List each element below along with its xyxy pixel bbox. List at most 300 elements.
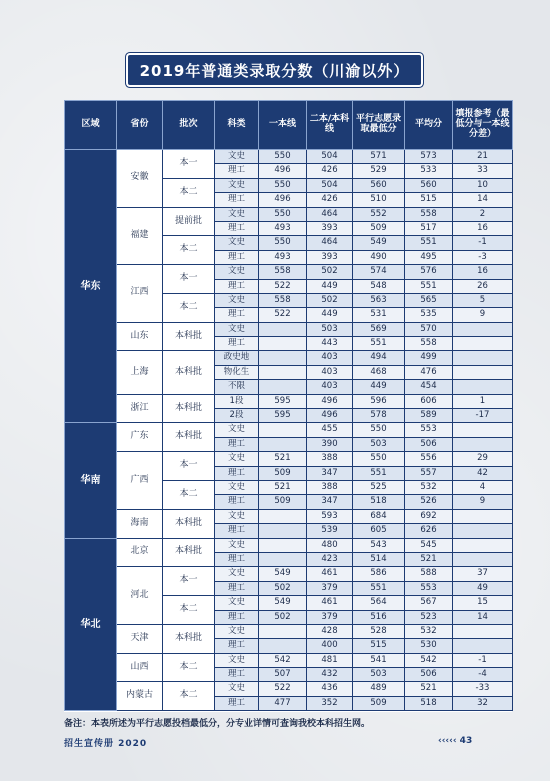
tier2-line-cell: 504 bbox=[307, 150, 353, 164]
subject-cell: 文史 bbox=[215, 480, 259, 494]
min-score-cell: 551 bbox=[353, 466, 405, 480]
header-batch: 批次 bbox=[163, 101, 215, 150]
average-cell: 565 bbox=[405, 293, 453, 307]
batch-cell: 提前批 bbox=[163, 207, 215, 236]
batch-cell: 本科批 bbox=[163, 351, 215, 394]
batch-cell: 本一 bbox=[163, 567, 215, 596]
min-score-cell: 571 bbox=[353, 150, 405, 164]
subject-cell: 文史 bbox=[215, 682, 259, 696]
min-score-cell: 509 bbox=[353, 221, 405, 235]
tier2-line-cell: 539 bbox=[307, 524, 353, 538]
average-cell: 557 bbox=[405, 466, 453, 480]
tier2-line-cell: 400 bbox=[307, 639, 353, 653]
batch-cell: 本一 bbox=[163, 265, 215, 294]
tier1-line-cell: 496 bbox=[259, 193, 307, 207]
tier1-line-cell: 558 bbox=[259, 265, 307, 279]
reference-cell bbox=[453, 524, 513, 538]
province-cell: 北京 bbox=[117, 538, 163, 567]
reference-cell bbox=[453, 552, 513, 566]
subject-cell: 理工 bbox=[215, 221, 259, 235]
tier1-line-cell: 502 bbox=[259, 581, 307, 595]
min-score-cell: 468 bbox=[353, 365, 405, 379]
subject-cell: 文史 bbox=[215, 236, 259, 250]
tier2-line-cell: 347 bbox=[307, 495, 353, 509]
province-cell: 河北 bbox=[117, 567, 163, 625]
average-cell: 692 bbox=[405, 509, 453, 523]
subject-cell: 理工 bbox=[215, 524, 259, 538]
tier1-line-cell: 509 bbox=[259, 466, 307, 480]
tier1-line-cell bbox=[259, 322, 307, 336]
tier2-line-cell: 388 bbox=[307, 480, 353, 494]
min-score-cell: 509 bbox=[353, 696, 405, 710]
min-score-cell: 596 bbox=[353, 394, 405, 408]
batch-cell: 本二 bbox=[163, 596, 215, 625]
average-cell: 454 bbox=[405, 380, 453, 394]
reference-cell bbox=[453, 639, 513, 653]
subject-cell: 理工 bbox=[215, 193, 259, 207]
reference-cell: -4 bbox=[453, 668, 513, 682]
tier2-line-cell: 379 bbox=[307, 610, 353, 624]
batch-cell: 本二 bbox=[163, 293, 215, 322]
tier1-line-cell: 493 bbox=[259, 250, 307, 264]
tier1-line-cell: 550 bbox=[259, 236, 307, 250]
average-cell: 517 bbox=[405, 221, 453, 235]
table-row bbox=[65, 322, 513, 336]
subject-cell: 文史 bbox=[215, 624, 259, 638]
subject-cell: 文史 bbox=[215, 567, 259, 581]
reference-cell: 21 bbox=[453, 150, 513, 164]
average-cell: 533 bbox=[405, 164, 453, 178]
reference-cell bbox=[453, 351, 513, 365]
average-cell: 558 bbox=[405, 337, 453, 351]
average-cell: 532 bbox=[405, 624, 453, 638]
average-cell: 576 bbox=[405, 265, 453, 279]
reference-cell bbox=[453, 509, 513, 523]
province-cell: 山东 bbox=[117, 322, 163, 351]
table-row bbox=[65, 653, 513, 667]
batch-cell: 本一 bbox=[163, 452, 215, 481]
subject-cell: 文史 bbox=[215, 423, 259, 437]
province-cell: 山西 bbox=[117, 653, 163, 682]
reference-cell bbox=[453, 337, 513, 351]
tier1-line-cell: 521 bbox=[259, 452, 307, 466]
reference-cell: -1 bbox=[453, 236, 513, 250]
average-cell: 499 bbox=[405, 351, 453, 365]
average-cell: 556 bbox=[405, 452, 453, 466]
average-cell: 553 bbox=[405, 423, 453, 437]
tier1-line-cell bbox=[259, 639, 307, 653]
subject-cell: 文史 bbox=[215, 538, 259, 552]
tier2-line-cell: 455 bbox=[307, 423, 353, 437]
subject-cell: 理工 bbox=[215, 581, 259, 595]
min-score-cell: 551 bbox=[353, 581, 405, 595]
table-row bbox=[65, 351, 513, 365]
region-cell: 华南 bbox=[65, 423, 117, 538]
average-cell: 551 bbox=[405, 279, 453, 293]
min-score-cell: 531 bbox=[353, 308, 405, 322]
average-cell: 523 bbox=[405, 610, 453, 624]
tier1-line-cell: 502 bbox=[259, 610, 307, 624]
tier2-line-cell: 428 bbox=[307, 624, 353, 638]
tier2-line-cell: 503 bbox=[307, 322, 353, 336]
tier1-line-cell: 549 bbox=[259, 567, 307, 581]
region-cell: 华东 bbox=[65, 150, 117, 423]
tier1-line-cell: 550 bbox=[259, 150, 307, 164]
batch-cell: 本科批 bbox=[163, 423, 215, 452]
subject-cell: 文史 bbox=[215, 293, 259, 307]
header-average: 平均分 bbox=[405, 101, 453, 150]
tier2-line-cell: 480 bbox=[307, 538, 353, 552]
average-cell: 515 bbox=[405, 193, 453, 207]
min-score-cell: 569 bbox=[353, 322, 405, 336]
table-row bbox=[65, 624, 513, 638]
province-cell: 上海 bbox=[117, 351, 163, 394]
average-cell: 526 bbox=[405, 495, 453, 509]
reference-cell bbox=[453, 624, 513, 638]
page-title: 2019年普通类录取分数（川渝以外） bbox=[128, 55, 421, 85]
batch-cell: 本二 bbox=[163, 653, 215, 682]
brochure-label: 招生宣传册 2020 bbox=[64, 739, 148, 749]
province-cell: 江西 bbox=[117, 265, 163, 323]
tier1-line-cell: 522 bbox=[259, 279, 307, 293]
min-score-cell: 449 bbox=[353, 380, 405, 394]
average-cell: 553 bbox=[405, 581, 453, 595]
province-cell: 天津 bbox=[117, 624, 163, 653]
min-score-cell: 510 bbox=[353, 193, 405, 207]
table-row bbox=[65, 567, 513, 581]
tier2-line-cell: 423 bbox=[307, 552, 353, 566]
reference-cell: 14 bbox=[453, 610, 513, 624]
subject-cell: 文史 bbox=[215, 452, 259, 466]
header-reference: 填报参考（最低分与一本线分差） bbox=[453, 101, 513, 150]
subject-cell: 文史 bbox=[215, 207, 259, 221]
tier1-line-cell: 509 bbox=[259, 495, 307, 509]
subject-cell: 文史 bbox=[215, 150, 259, 164]
min-score-cell: 503 bbox=[353, 437, 405, 451]
average-cell: 606 bbox=[405, 394, 453, 408]
tier2-line-cell: 403 bbox=[307, 380, 353, 394]
min-score-cell: 543 bbox=[353, 538, 405, 552]
footnote: 备注：本表所述为平行志愿投档最低分，分专业详情可查询我校本科招生网。 bbox=[64, 719, 371, 729]
province-cell: 浙江 bbox=[117, 394, 163, 423]
header-province: 省份 bbox=[117, 101, 163, 150]
subject-cell: 理工 bbox=[215, 466, 259, 480]
tier1-line-cell: 595 bbox=[259, 409, 307, 423]
tier1-line-cell: 595 bbox=[259, 394, 307, 408]
reference-cell: 33 bbox=[453, 164, 513, 178]
min-score-cell: 548 bbox=[353, 279, 405, 293]
table-row bbox=[65, 207, 513, 221]
reference-cell: 16 bbox=[453, 221, 513, 235]
table-row bbox=[65, 265, 513, 279]
min-score-cell: 550 bbox=[353, 452, 405, 466]
subject-cell: 文史 bbox=[215, 322, 259, 336]
reference-cell: -1 bbox=[453, 653, 513, 667]
table-row bbox=[65, 150, 513, 164]
reference-cell: 9 bbox=[453, 495, 513, 509]
reference-cell: 2 bbox=[453, 207, 513, 221]
reference-cell: 5 bbox=[453, 293, 513, 307]
tier1-line-cell bbox=[259, 552, 307, 566]
header-min-score: 平行志愿录取最低分 bbox=[353, 101, 405, 150]
average-cell: 545 bbox=[405, 538, 453, 552]
min-score-cell: 560 bbox=[353, 178, 405, 192]
average-cell: 542 bbox=[405, 653, 453, 667]
tier1-line-cell: 549 bbox=[259, 596, 307, 610]
min-score-cell: 516 bbox=[353, 610, 405, 624]
tier2-line-cell: 443 bbox=[307, 337, 353, 351]
average-cell: 521 bbox=[405, 682, 453, 696]
tier2-line-cell: 426 bbox=[307, 193, 353, 207]
subject-cell: 理工 bbox=[215, 279, 259, 293]
tier2-line-cell: 347 bbox=[307, 466, 353, 480]
average-cell: 530 bbox=[405, 639, 453, 653]
subject-cell: 政史地 bbox=[215, 351, 259, 365]
tier2-line-cell: 461 bbox=[307, 596, 353, 610]
tier2-line-cell: 461 bbox=[307, 567, 353, 581]
batch-cell: 本科批 bbox=[163, 394, 215, 423]
tier1-line-cell: 477 bbox=[259, 696, 307, 710]
batch-cell: 本科批 bbox=[163, 538, 215, 567]
tier2-line-cell: 403 bbox=[307, 365, 353, 379]
tier1-line-cell bbox=[259, 538, 307, 552]
average-cell: 518 bbox=[405, 696, 453, 710]
tier2-line-cell: 390 bbox=[307, 437, 353, 451]
subject-cell: 理工 bbox=[215, 250, 259, 264]
subject-cell: 理工 bbox=[215, 610, 259, 624]
tier2-line-cell: 403 bbox=[307, 351, 353, 365]
subject-cell: 物化生 bbox=[215, 365, 259, 379]
table-body bbox=[65, 150, 513, 711]
tier2-line-cell: 436 bbox=[307, 682, 353, 696]
average-cell: 573 bbox=[405, 150, 453, 164]
reference-cell: 37 bbox=[453, 567, 513, 581]
subject-cell: 理工 bbox=[215, 437, 259, 451]
page-number: ‹‹‹‹‹ 43 bbox=[438, 736, 473, 746]
subject-cell: 理工 bbox=[215, 639, 259, 653]
tier2-line-cell: 432 bbox=[307, 668, 353, 682]
min-score-cell: 490 bbox=[353, 250, 405, 264]
region-cell: 华北 bbox=[65, 538, 117, 711]
average-cell: 506 bbox=[405, 668, 453, 682]
reference-cell: 1 bbox=[453, 394, 513, 408]
reference-cell: 15 bbox=[453, 596, 513, 610]
min-score-cell: 525 bbox=[353, 480, 405, 494]
reference-cell: 42 bbox=[453, 466, 513, 480]
province-cell: 广西 bbox=[117, 452, 163, 510]
reference-cell: 29 bbox=[453, 452, 513, 466]
subject-cell: 文史 bbox=[215, 509, 259, 523]
batch-cell: 本二 bbox=[163, 178, 215, 207]
subject-cell: 文史 bbox=[215, 178, 259, 192]
min-score-cell: 541 bbox=[353, 653, 405, 667]
average-cell: 551 bbox=[405, 236, 453, 250]
average-cell: 560 bbox=[405, 178, 453, 192]
reference-cell bbox=[453, 437, 513, 451]
reference-cell: 10 bbox=[453, 178, 513, 192]
min-score-cell: 489 bbox=[353, 682, 405, 696]
reference-cell bbox=[453, 380, 513, 394]
average-cell: 532 bbox=[405, 480, 453, 494]
header-tier2-line: 二本/本科线 bbox=[307, 101, 353, 150]
reference-cell bbox=[453, 423, 513, 437]
min-score-cell: 528 bbox=[353, 624, 405, 638]
subject-cell: 理工 bbox=[215, 552, 259, 566]
tier1-line-cell: 542 bbox=[259, 653, 307, 667]
tier2-line-cell: 388 bbox=[307, 452, 353, 466]
tier1-line-cell bbox=[259, 337, 307, 351]
min-score-cell: 494 bbox=[353, 351, 405, 365]
table-row bbox=[65, 509, 513, 523]
reference-cell: -3 bbox=[453, 250, 513, 264]
tier1-line-cell bbox=[259, 624, 307, 638]
tier1-line-cell: 522 bbox=[259, 308, 307, 322]
subject-cell: 2段 bbox=[215, 409, 259, 423]
subject-cell: 理工 bbox=[215, 668, 259, 682]
tier2-line-cell: 379 bbox=[307, 581, 353, 595]
average-cell: 521 bbox=[405, 552, 453, 566]
province-cell: 内蒙古 bbox=[117, 682, 163, 711]
province-cell: 海南 bbox=[117, 509, 163, 538]
min-score-cell: 549 bbox=[353, 236, 405, 250]
batch-cell: 本科批 bbox=[163, 509, 215, 538]
header-tier1-line: 一本线 bbox=[259, 101, 307, 150]
min-score-cell: 518 bbox=[353, 495, 405, 509]
batch-cell: 本一 bbox=[163, 150, 215, 179]
tier1-line-cell bbox=[259, 365, 307, 379]
tier2-line-cell: 504 bbox=[307, 178, 353, 192]
table-row bbox=[65, 538, 513, 552]
reference-cell bbox=[453, 538, 513, 552]
table-row bbox=[65, 682, 513, 696]
min-score-cell: 503 bbox=[353, 668, 405, 682]
reference-cell: 49 bbox=[453, 581, 513, 595]
tier2-line-cell: 352 bbox=[307, 696, 353, 710]
subject-cell: 文史 bbox=[215, 653, 259, 667]
subject-cell: 理工 bbox=[215, 337, 259, 351]
tier1-line-cell: 550 bbox=[259, 178, 307, 192]
min-score-cell: 578 bbox=[353, 409, 405, 423]
reference-cell: 14 bbox=[453, 193, 513, 207]
min-score-cell: 563 bbox=[353, 293, 405, 307]
reference-cell: -17 bbox=[453, 409, 513, 423]
tier1-line-cell bbox=[259, 437, 307, 451]
min-score-cell: 605 bbox=[353, 524, 405, 538]
average-cell: 570 bbox=[405, 322, 453, 336]
average-cell: 567 bbox=[405, 596, 453, 610]
reference-cell: 16 bbox=[453, 265, 513, 279]
tier1-line-cell: 521 bbox=[259, 480, 307, 494]
table-row bbox=[65, 452, 513, 466]
tier1-line-cell bbox=[259, 524, 307, 538]
header-region: 区域 bbox=[65, 101, 117, 150]
average-cell: 506 bbox=[405, 437, 453, 451]
batch-cell: 本二 bbox=[163, 682, 215, 711]
average-cell: 535 bbox=[405, 308, 453, 322]
reference-cell: 9 bbox=[453, 308, 513, 322]
min-score-cell: 515 bbox=[353, 639, 405, 653]
batch-cell: 本科批 bbox=[163, 322, 215, 351]
reference-cell bbox=[453, 322, 513, 336]
min-score-cell: 684 bbox=[353, 509, 405, 523]
reference-cell: -33 bbox=[453, 682, 513, 696]
tier2-line-cell: 593 bbox=[307, 509, 353, 523]
tier1-line-cell bbox=[259, 423, 307, 437]
subject-cell: 理工 bbox=[215, 495, 259, 509]
min-score-cell: 564 bbox=[353, 596, 405, 610]
reference-cell: 26 bbox=[453, 279, 513, 293]
average-cell: 476 bbox=[405, 365, 453, 379]
average-cell: 626 bbox=[405, 524, 453, 538]
tier1-line-cell: 496 bbox=[259, 164, 307, 178]
tier1-line-cell bbox=[259, 351, 307, 365]
score-table-card bbox=[64, 100, 512, 712]
tier1-line-cell: 550 bbox=[259, 207, 307, 221]
province-cell: 安徽 bbox=[117, 150, 163, 208]
subject-cell: 不限 bbox=[215, 380, 259, 394]
subject-cell: 1段 bbox=[215, 394, 259, 408]
tier2-line-cell: 449 bbox=[307, 279, 353, 293]
min-score-cell: 514 bbox=[353, 552, 405, 566]
tier2-line-cell: 496 bbox=[307, 394, 353, 408]
tier2-line-cell: 481 bbox=[307, 653, 353, 667]
batch-cell: 本二 bbox=[163, 236, 215, 265]
tier2-line-cell: 426 bbox=[307, 164, 353, 178]
min-score-cell: 550 bbox=[353, 423, 405, 437]
average-cell: 589 bbox=[405, 409, 453, 423]
tier2-line-cell: 393 bbox=[307, 250, 353, 264]
tier1-line-cell: 522 bbox=[259, 682, 307, 696]
table-header-row bbox=[65, 101, 513, 150]
subject-cell: 理工 bbox=[215, 164, 259, 178]
province-cell: 广东 bbox=[117, 423, 163, 452]
batch-cell: 本科批 bbox=[163, 624, 215, 653]
min-score-cell: 574 bbox=[353, 265, 405, 279]
province-cell: 福建 bbox=[117, 207, 163, 265]
tier1-line-cell bbox=[259, 380, 307, 394]
tier2-line-cell: 502 bbox=[307, 265, 353, 279]
table-row bbox=[65, 423, 513, 437]
table-row bbox=[65, 394, 513, 408]
min-score-cell: 552 bbox=[353, 207, 405, 221]
min-score-cell: 529 bbox=[353, 164, 405, 178]
min-score-cell: 551 bbox=[353, 337, 405, 351]
batch-cell: 本二 bbox=[163, 480, 215, 509]
tier1-line-cell: 558 bbox=[259, 293, 307, 307]
header-subject: 科类 bbox=[215, 101, 259, 150]
tier1-line-cell: 507 bbox=[259, 668, 307, 682]
average-cell: 495 bbox=[405, 250, 453, 264]
reference-cell bbox=[453, 365, 513, 379]
reference-cell: 32 bbox=[453, 696, 513, 710]
tier2-line-cell: 496 bbox=[307, 409, 353, 423]
score-table bbox=[64, 100, 513, 711]
average-cell: 558 bbox=[405, 207, 453, 221]
subject-cell: 文史 bbox=[215, 596, 259, 610]
reference-cell: 4 bbox=[453, 480, 513, 494]
tier1-line-cell: 493 bbox=[259, 221, 307, 235]
tier2-line-cell: 464 bbox=[307, 236, 353, 250]
tier2-line-cell: 464 bbox=[307, 207, 353, 221]
subject-cell: 理工 bbox=[215, 696, 259, 710]
subject-cell: 理工 bbox=[215, 308, 259, 322]
tier2-line-cell: 502 bbox=[307, 293, 353, 307]
tier2-line-cell: 449 bbox=[307, 308, 353, 322]
subject-cell: 文史 bbox=[215, 265, 259, 279]
min-score-cell: 586 bbox=[353, 567, 405, 581]
tier2-line-cell: 393 bbox=[307, 221, 353, 235]
tier1-line-cell bbox=[259, 509, 307, 523]
